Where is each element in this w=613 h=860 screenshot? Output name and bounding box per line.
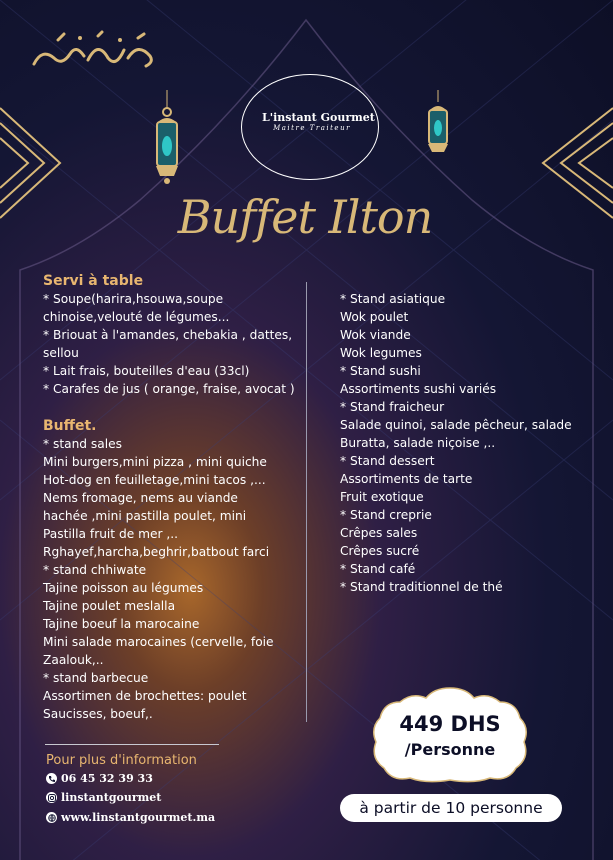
menu-line: Crêpes sucré [340, 544, 420, 558]
menu-line: sellou [43, 346, 79, 360]
menu-line: Wok viande [340, 328, 411, 342]
logo-subtitle: Maitre Traiteur [273, 124, 351, 132]
menu-line: * stand sales [43, 437, 122, 451]
logo-name: L'instant Gourmet [262, 111, 375, 124]
price-amount: 449 DHS [399, 712, 501, 736]
corner-ornament-left [0, 88, 70, 238]
contact-heading: Pour plus d'information [46, 753, 197, 768]
menu-line: Zaalouk,.. [43, 653, 104, 667]
lantern-right-icon [425, 90, 451, 160]
ramadan-kareem-calligraphy [28, 28, 160, 72]
menu-right-column [340, 290, 600, 596]
menu-line: Wok poulet [340, 310, 409, 324]
menu-line: Assortiments de tarte [340, 472, 473, 486]
minimum-guests-badge: à partir de 10 personne [340, 794, 562, 822]
menu-line: Tajine boeuf la marocaine [43, 617, 200, 631]
menu-line: Wok legumes [340, 346, 422, 360]
contact-instagram[interactable] [46, 791, 161, 804]
contact-website[interactable] [46, 811, 215, 824]
menu-line: chinoise,velouté de légumes... [43, 310, 230, 324]
menu-line: * Stand dessert [340, 454, 435, 468]
menu-line: Fruit exotique [340, 490, 424, 504]
price-unit: /Personne [404, 740, 496, 759]
menu-line: Salade quinoi, salade pêcheur, salade [340, 418, 572, 432]
menu-line: Rghayef,harcha,beghrir,batbout farci [43, 545, 270, 559]
menu-line: Hot-dog en feuilletage,mini tacos ,... [43, 473, 266, 487]
menu-line: * stand chhiwate [43, 563, 147, 577]
menu-line: * Stand traditionnel de thé [340, 580, 503, 594]
menu-line: Tajine poisson au légumes [43, 581, 204, 595]
contact-phone[interactable] [46, 772, 153, 785]
menu-line: Mini burgers,mini pizza , mini quiche [43, 455, 267, 469]
website-url: www.linstantgourmet.ma [61, 811, 216, 824]
contact-divider [45, 744, 219, 745]
globe-icon [46, 812, 57, 823]
menu-line: Nems fromage, nems au viande [43, 491, 238, 505]
menu-line: Assortimen de brochettes: poulet [43, 689, 247, 703]
menu-line: Saucisses, boeuf,. [43, 707, 153, 721]
instagram-icon [46, 792, 57, 803]
menu-line: * stand barbecue [43, 671, 149, 685]
lantern-left-icon [152, 90, 182, 190]
menu-line: Tajine poulet meslalla [43, 599, 176, 613]
menu-line: hachée ,mini pastilla poulet, mini [43, 509, 247, 523]
menu-line: Buratta, salade niçoise ,.. [340, 436, 496, 450]
menu-line: * Stand creprie [340, 508, 432, 522]
menu-line: Assortiments sushi variés [340, 382, 497, 396]
menu-line: Crêpes sales [340, 526, 418, 540]
page-title: Buffet Ilton [177, 190, 433, 244]
menu-line: * Stand asiatique [340, 292, 446, 306]
menu-left-column [43, 273, 303, 723]
phone-icon [46, 773, 57, 784]
menu-line: Pastilla fruit de mer ,.. [43, 527, 178, 541]
menu-line: * Stand café [340, 562, 416, 576]
column-divider [306, 282, 307, 722]
section-heading: Buffet. [43, 418, 97, 434]
menu-line: * Carafes de jus ( orange, fraise, avocat ) [43, 382, 295, 396]
menu-line: * Lait frais, bouteilles d'eau (33cl) [43, 364, 250, 378]
instagram-handle: linstantgourmet [61, 791, 162, 804]
section-heading: Servi à table [43, 273, 144, 289]
menu-line: * Soupe(harira,hsouwa,soupe [43, 292, 224, 306]
menu-line: * Stand fraicheur [340, 400, 445, 414]
corner-ornament-right [533, 88, 613, 238]
menu-line: Mini salade marocaines (cervelle, foie [43, 635, 274, 649]
phone-number: 06 45 32 39 33 [61, 772, 153, 785]
menu-line: * Stand sushi [340, 364, 421, 378]
menu-line: * Briouat à l'amandes, chebakia , dattes, [43, 328, 293, 342]
